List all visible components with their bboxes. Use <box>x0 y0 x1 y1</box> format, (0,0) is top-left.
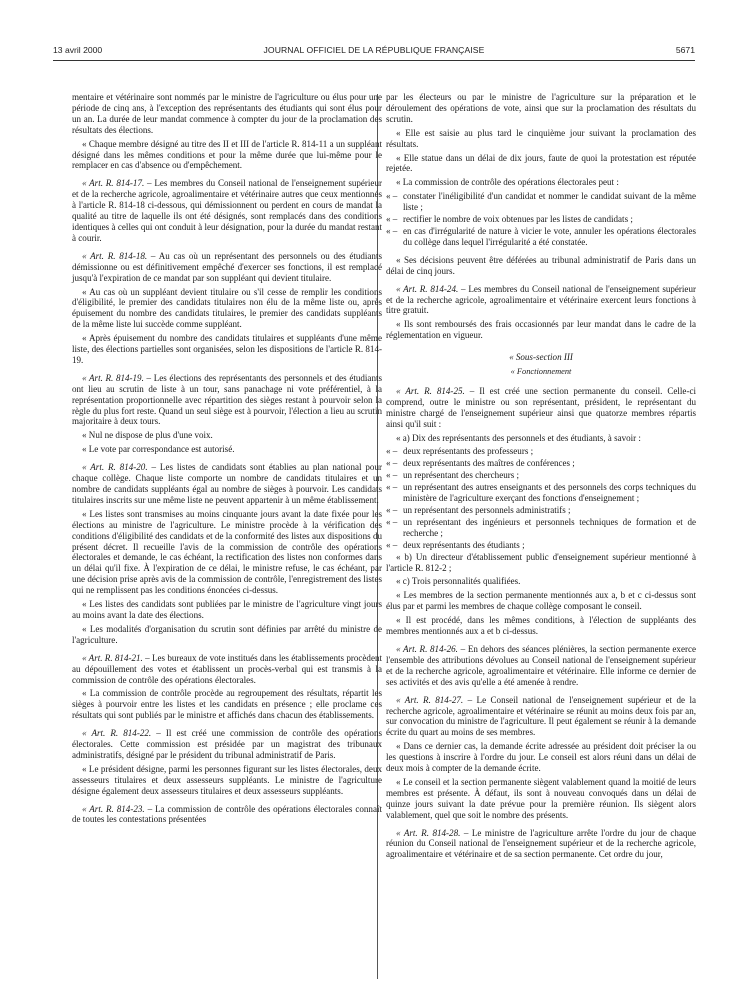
paragraph: « Ses décisions peuvent être déférées au tribunal administratif de Paris dans un délai de cinq jours. <box>386 254 696 276</box>
item-text: un représentant des chercheurs ; <box>403 470 520 481</box>
item-marker: « – <box>386 505 398 515</box>
item-text: rectifier le nombre de voix obtenues par les listes de candidats ; <box>403 214 633 225</box>
article-r814-17 <box>72 178 382 243</box>
article-r814-28 <box>386 828 696 861</box>
article-ref: « Art. R. 814-22. <box>82 728 152 739</box>
article-r814-22 <box>72 728 382 761</box>
paragraph: « Les modalités d'organisation du scrutin sont définies par arrêté du ministre de l'agriculture. <box>72 623 382 645</box>
paragraph: « Les membres de la section permanente mentionnés aux a, b et c ci-dessus sont élus par et parmi les membres de chaque collège composant le conseil. <box>386 590 696 612</box>
article-ref: « Art. R. 814-24. <box>396 283 459 294</box>
article-r814-21 <box>72 653 382 686</box>
article-r814-24 <box>386 284 696 317</box>
paragraph: « b) Un directeur d'établissement public d'enseignement supérieur mentionné à l'article R. 812-2 ; <box>386 551 696 573</box>
article-ref: « Art. R. 814-26. <box>396 643 458 654</box>
article-text: – Le Conseil national de l'enseignement supérieur et de la recherche agricole, agroalimentaire et vétérinaire se réunit au moins deux fois par an, sur convocation du ministre de l'agriculture. Il peut également se réunir à la demande écrite du quart au moins de ses membres. <box>386 694 696 738</box>
right-column <box>386 92 696 863</box>
list-item <box>386 191 696 213</box>
item-text: un représentant des ingénieurs et personnels techniques de formation et de recherche ; <box>403 516 696 538</box>
list-item <box>386 517 696 539</box>
list-item <box>386 214 696 225</box>
paragraph: « Elle est saisie au plus tard le cinquième jour suivant la proclamation des résultats. <box>386 127 696 149</box>
article-text: – Les bureaux de vote institués dans les établissements procèdent au dépouillement des votes et établissent un procès-verbal qui est transmis à la commission de contrôle des opérations électorales. <box>72 652 382 685</box>
article-text: – Les élections des représentants des personnels et des étudiants ont lieu au scrutin de liste à un tour, sans panachage ni vote préférentiel, à la représentation proportionnelle avec répartition des sièges restant à pourvoir selon la règle du plus fort reste. Quand un seul siège est à pourvoir, l'élection a lieu au scrutin majoritaire à deux tours. <box>72 372 382 427</box>
paragraph: « Nul ne dispose de plus d'une voix. <box>82 430 213 441</box>
item-marker: « – <box>386 482 398 493</box>
article-r814-23 <box>72 804 382 826</box>
paragraph: par les électeurs ou par le ministre de l'agriculture sur la préparation et le déroulement des opérations de vote, ainsi que sur la proclamation des résultats du scrutin. <box>386 92 696 124</box>
item-text: deux représentants des professeurs ; <box>403 446 534 457</box>
paragraph: « c) Trois personnalités qualifiées. <box>396 576 521 587</box>
article-text: – Les membres du Conseil national de l'enseignement supérieur et de la recherche agricole, agroalimentaire et vétérinaire exercent leurs fonctions à titre gratuit. <box>386 283 696 316</box>
article-r814-20 <box>72 462 382 506</box>
item-marker: « – <box>386 470 398 481</box>
article-text: – Les listes de candidats sont établies au plan national pour chaque collège. Chaque liste comporte un nombre de candidats titulaires et un nombre de candidats suppléants égal au nombre de sièges à pourvoir. Les candidats titulaires inscrits sur une même liste ne peuvent appartenir à un même établissement. <box>72 462 382 505</box>
paragraph: « Le président désigne, parmi les personnes figurant sur les listes électorales, deux assesseurs titulaires et deux assesseurs suppléants. Le ministre de l'agriculture désigne également deux assesseurs titulaires et deux assesseurs suppléants. <box>72 763 382 796</box>
paragraph: « La commission de contrôle des opérations électorales peut : <box>396 177 619 188</box>
header-rule <box>53 60 695 61</box>
running-header <box>53 45 695 59</box>
paragraph: « a) Dix des représentants des personnels et des étudiants, à savoir : <box>396 432 641 443</box>
header-date: 13 avril 2000 <box>53 45 103 55</box>
article-ref: « Art. R. 814-23. <box>82 803 145 814</box>
paragraph: « Après épuisement du nombre des candidats titulaires et suppléants d'une même liste, des élections partielles sont organisées, selon les dispositions de l'article R. 814-19. <box>72 333 382 365</box>
paragraph: « Elle statue dans un délai de dix jours, faute de quoi la protestation est réputée rejetée. <box>386 152 696 174</box>
article-text: – Il est créé une section permanente du conseil. Celle-ci comprend, outre le ministre ou son représentant, président, le représentant du ministre chargé de l'enseignement supérieur ainsi que quatorze membres répartis ainsi qu'il suit : <box>386 385 696 429</box>
paragraph: « Il est procédé, dans les mêmes conditions, à l'élection de suppléants des membres mentionnés aux a et b ci-dessus. <box>386 615 696 637</box>
article-ref: « Art. R. 814-27. <box>396 694 464 705</box>
item-text: deux représentants des étudiants ; <box>403 539 525 550</box>
article-r814-26 <box>386 644 696 688</box>
journal-title: JOURNAL OFFICIEL DE LA RÉPUBLIQUE FRANÇAISE <box>263 45 485 55</box>
paragraph: « Ils sont remboursés des frais occasionnés par leur mandat dans le cadre de la réglementation en vigueur. <box>386 319 696 341</box>
list-item <box>386 226 696 248</box>
section-heading: « Sous-section III <box>509 352 573 363</box>
item-marker: « – <box>386 225 398 236</box>
item-marker: « – <box>386 458 398 469</box>
left-column <box>72 92 382 828</box>
article-ref: « Art. R. 814-28. <box>396 827 461 838</box>
section-subheading: « Fonctionnement <box>510 367 572 377</box>
list-item <box>386 505 696 516</box>
item-text: deux représentants des maîtres de conférences ; <box>403 458 575 469</box>
article-ref: « Art. R. 814-17. <box>82 178 145 189</box>
list-item <box>386 482 696 504</box>
item-text: en cas d'irrégularité de nature à vicier le vote, annuler les opérations électorales du collège dans lequel l'irrégularité a été constatée. <box>403 225 696 247</box>
item-text: un représentant des autres enseignants et des personnels des corps techniques du ministère de l'agriculture exerçant des fonctions d'enseignement ; <box>403 482 696 504</box>
article-ref: « Art. R. 814-20. <box>82 462 148 473</box>
paragraph: « Au cas où un suppléant devient titulaire ou s'il cesse de remplir les conditions d'éligibilité, le premier des candidats titulaires non élu de la même liste ou, après épuisement du nombre des candidats titulaires, le premier des candidats suppléants de la même liste lui succède comme suppléant. <box>72 286 382 330</box>
paragraph: « Le vote par correspondance est autorisé. <box>82 444 235 455</box>
article-r814-27 <box>386 695 696 739</box>
item-marker: « – <box>386 214 398 225</box>
article-text: – Les membres du Conseil national de l'enseignement supérieur et de la recherche agricole, agroalimentaire et vétérinaire autres que ceux mentionnés à l'article R. 814-18 ci-dessous, qui démissionnent ou perdent en cours de mandat la qualité au titre de laquelle ils ont été désignés, sont remplacés dans des conditions identiques à celles qui ont conduit à leur désignation, pour la durée du mandat restant à courir. <box>72 178 382 243</box>
article-ref: « Art. R. 814-18. <box>82 250 148 261</box>
page-number: 5671 <box>675 45 695 55</box>
article-r814-18 <box>72 251 382 284</box>
article-ref: « Art. R. 814-21. <box>82 652 143 663</box>
item-text: constater l'inéligibilité d'un candidat et nommer le candidat suivant de la même liste ; <box>403 191 696 213</box>
list-item <box>386 540 696 551</box>
list-item <box>386 470 696 481</box>
paragraph: « Les listes sont transmises au moins cinquante jours avant la date fixée pour les élections au ministre de l'agriculture. Le ministre procède à la vérification des conditions d'éligibilité des candidats et de la conformité des listes aux dispositions du présent décret. Il recueille l'avis de la commission de contrôle des opérations électorales et demande, le cas échéant, la rectification des listes non conformes dans un délai qu'il fixe. À l'expiration de ce délai, le ministre refuse, le cas échéant, par une décision prise après avis de la commission de contrôle, l'enregistrement des listes qui ne remplissent pas les conditions énoncées ci-dessus. <box>72 508 382 596</box>
paragraph: « Les listes des candidats sont publiées par le ministre de l'agriculture vingt jours au moins avant la date des élections. <box>72 599 382 620</box>
paragraph: « La commission de contrôle procède au regroupement des résultats, répartit les sièges à pourvoir entre les listes et les candidats en présence ; elle proclame ces résultats qui sont publiés par le ministre et affichés dans chacun des établissements. <box>72 688 382 721</box>
paragraph: « Le conseil et la section permanente siègent valablement quand la moitié de leurs membres est présente. À défaut, ils sont à nouveau convoqués dans un délai de quinze jours suivant la date prévue pour la première réunion. Ils siègent alors valablement, quel que soit le nombre des présents. <box>386 776 696 820</box>
paragraph: « Chaque membre désigné au titre des II et III de l'article R. 814-11 a un suppléant désigné dans les mêmes conditions et pour la même durée que lui-même pour le remplacer en cas d'absence ou d'empêchement. <box>72 138 382 171</box>
article-r814-19 <box>72 373 382 428</box>
paragraph: mentaire et vétérinaire sont nommés par le ministre de l'agriculture ou élus pour une période de cinq ans, à l'exception des représentants des étudiants qui sont élus pour un an. La durée de leur mandat commence à compter du jour de la proclamation des résultats des élections. <box>72 92 382 135</box>
article-text: – La commission de contrôle des opérations électorales connaît de toutes les contestations présentées <box>72 803 382 825</box>
item-marker: « – <box>386 539 398 550</box>
article-r814-25 <box>386 386 696 430</box>
list-item <box>386 446 696 457</box>
article-ref: « Art. R. 814-19. <box>82 372 144 383</box>
article-text: – En dehors des séances plénières, la section permanente exerce l'ensemble des attributions dévolues au Conseil national de l'enseignement supérieur et de la recherche agricole, agroalimentaire et vétérinaire. Elle informe ce dernier de ses activités et des avis qu'elle a été amenée à rendre. <box>386 643 696 687</box>
article-text: – Il est créé une commission de contrôle des opérations électorales. Cette commission est présidée par un magistrat des tribunaux administratifs, désigné par le président du tribunal administratif de Paris. <box>72 728 382 760</box>
list-item <box>386 458 696 469</box>
article-ref: « Art. R. 814-25. <box>396 385 465 396</box>
item-marker: « – <box>386 191 398 202</box>
paragraph: « Dans ce dernier cas, la demande écrite adressée au président doit préciser la ou les questions à inscrire à l'ordre du jour. Le conseil est alors réuni dans un délai de deux mois à compter de la demande écrite. <box>386 741 696 774</box>
article-text: – Au cas où un représentant des personnels ou des étudiants démissionne ou est définitivement empêché d'exercer ses fonctions, il est remplacé jusqu'à l'expiration de ce mandat par son suppléant qui devient titulaire. <box>72 250 382 283</box>
item-marker: « – <box>386 446 398 457</box>
article-text: – Le ministre de l'agriculture arrête l'ordre du jour de chaque réunion du Conseil national de l'enseignement supérieur et de la recherche agricole, agroalimentaire et vétérinaire et de sa section permanente. Cet ordre du jour, <box>386 827 696 860</box>
item-text: un représentant des personnels administratifs ; <box>403 505 571 515</box>
item-marker: « – <box>386 516 398 527</box>
